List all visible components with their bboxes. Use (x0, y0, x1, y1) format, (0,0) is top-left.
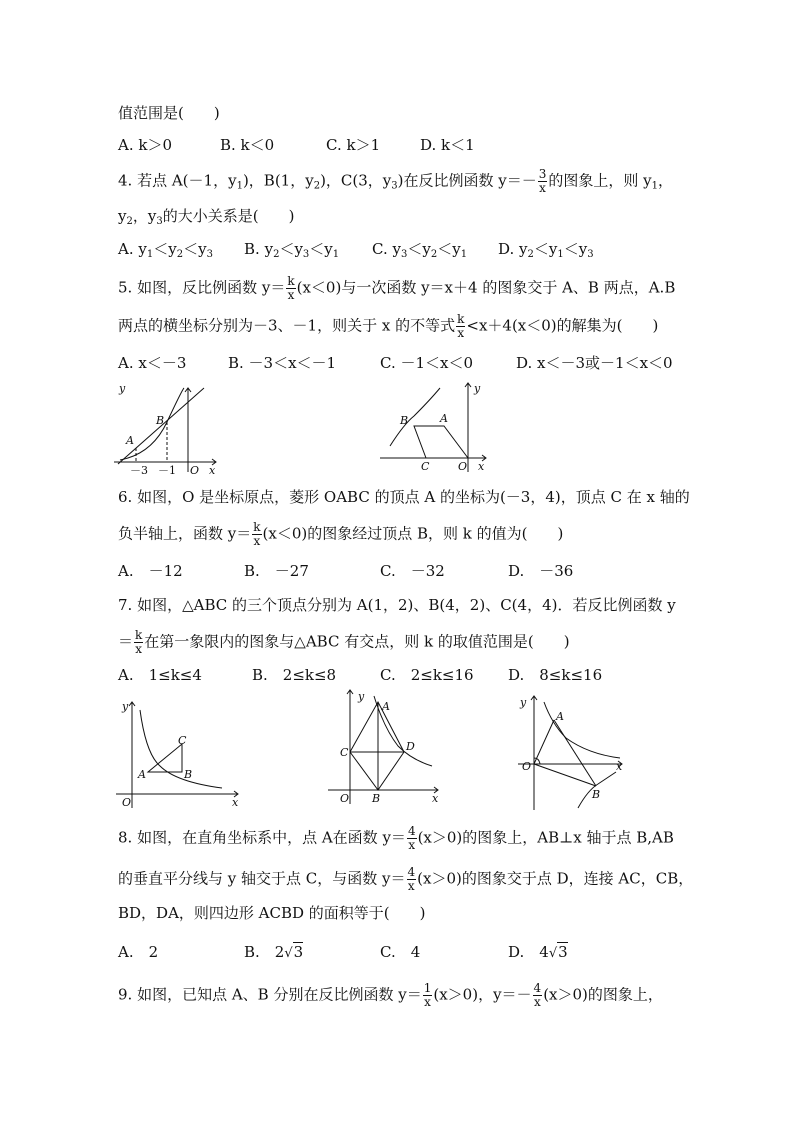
label-c: C (178, 734, 187, 747)
label-a: A (382, 700, 390, 713)
q6-line-1: 6. 如图，O 是坐标原点，菱形 OABC 的顶点 A 的坐标为(－3，4)，顶点 C 在 x 轴的 (118, 488, 690, 506)
hyperbola-curve (140, 710, 222, 788)
q6-option-a: A. －12 (118, 562, 183, 580)
quadrilateral-acbd (350, 702, 404, 790)
label-y: y (474, 382, 481, 395)
label-neg3: －3 (130, 464, 148, 477)
hyperbola-curve (390, 388, 440, 446)
fraction: $\frac{3}{x}$ (538, 167, 547, 195)
q8-option-b: B. 2√3 (244, 943, 304, 961)
q5-option-b: B. －3＜x＜－1 (228, 354, 337, 372)
label-b: B (592, 788, 601, 801)
label-x: x (209, 464, 216, 477)
q5-option-a: A. x＜－3 (118, 354, 187, 372)
q8-figure (328, 688, 444, 810)
label-a: A (556, 710, 564, 723)
label-x: x (432, 792, 439, 805)
fraction: $\frac{4}{x}$ (407, 865, 416, 893)
q4-option-a: A. $y_1<y_2<y_3$ (118, 240, 213, 260)
label-y: y (122, 700, 129, 713)
q7-line-1: 7. 如图，△ABC 的三个顶点分别为 A(1，2)、B(4，2)、C(4，4)．若反比例函数 y (118, 596, 676, 614)
label-origin: O (190, 464, 200, 477)
fraction: $\frac{k}{x}$ (457, 312, 465, 340)
rhombus-oabc (414, 426, 468, 458)
label-a: A (126, 434, 134, 447)
q3-option-a: A. k＞0 (118, 136, 173, 154)
q6-option-d: D. －36 (508, 562, 574, 580)
label-origin: O (458, 460, 468, 473)
q3-option-b: B. k＜0 (220, 136, 275, 154)
q7-option-b: B. 2≤k≤8 (252, 666, 337, 684)
q7-option-c: C. 2≤k≤16 (380, 666, 474, 684)
fraction: $\frac{1}{x}$ (423, 981, 432, 1009)
q4-line-2: $y_2$，$y_3$的大小关系是( ) (118, 207, 295, 227)
q3-option-d: D. k＜1 (420, 136, 475, 154)
segment-ab (554, 720, 596, 786)
label-y: y (358, 690, 365, 703)
label-y: y (119, 382, 126, 395)
q8-option-a: A. 2 (118, 943, 159, 961)
q5-line-1: 5. 如图，反比例函数 y＝ $\frac{k}{x}$ (x＜0)与一次函数 y＝x＋4 的图象交于 A、B 两点，A.B (118, 274, 676, 302)
label-b: B (156, 414, 165, 427)
q6-option-b: B. －27 (244, 562, 309, 580)
q6-option-c: C. －32 (380, 562, 445, 580)
label-b: B (372, 792, 381, 805)
label-b: B (400, 414, 409, 427)
q8-line-1: 8. 如图，在直角坐标系中，点 A在函数 y＝ $\frac{4}{x}$ (x＞0)的图象上，AB⊥x 轴于点 B,AB (118, 824, 674, 852)
label-x: x (478, 460, 485, 473)
label-y: y (520, 696, 527, 709)
q8-line-2: 的垂直平分线与 y 轴交于点 C，与函数 y＝ $\frac{4}{x}$ (x＞0)的图象交于点 D，连接 AC，CB， (118, 865, 694, 893)
q5-option-c: C. －1＜x＜0 (380, 354, 474, 372)
fraction: $\frac{k}{x}$ (135, 628, 143, 656)
fraction: $\frac{4}{x}$ (533, 981, 542, 1009)
q7-line-2: ＝ $\frac{k}{x}$ 在第一象限内的图象与△ABC 有交点，则 k 的取值范围是( ) (118, 628, 570, 656)
q7-option-a: A. 1≤k≤4 (118, 666, 202, 684)
label-x: x (616, 760, 623, 773)
label-origin: O (340, 792, 350, 805)
hyperbola-curve (120, 388, 184, 460)
q4-line-1: 4. 若点 A(－1，$y_1$)，B(1，$y_2$)，C(3，$y_3$)在反比例函数 y＝－ $\frac{3}{x}$ 的图象上，则 $y_1$， (118, 167, 674, 195)
label-c: C (340, 746, 349, 759)
q6-line-2: 负半轴上，函数 y＝ $\frac{k}{x}$ (x＜0)的图象经过顶点 B，则 k 的值为( ) (118, 520, 564, 548)
label-x: x (232, 796, 239, 809)
q5-option-d: D. x＜－3或－1＜x＜0 (516, 354, 673, 372)
fraction: $\frac{k}{x}$ (253, 520, 261, 548)
label-neg1: －1 (158, 464, 176, 477)
label-a: A (138, 768, 146, 781)
q7-option-d: D. 8≤k≤16 (508, 666, 603, 684)
q3-option-c: C. k＞1 (326, 136, 381, 154)
label-origin: O (122, 796, 132, 809)
label-d: D (406, 740, 415, 753)
q3-tail: 值范围是( ) (118, 104, 220, 122)
q8-line-3: BD，DA，则四边形 ACBD 的面积等于( ) (118, 904, 426, 922)
q9-line-1: 9. 如图，已知点 A、B 分别在反比例函数 y＝ $\frac{1}{x}$ (x＞0)，y＝－ $\frac{4}{x}$ (x＞0)的图象上， (118, 981, 663, 1009)
label-a: A (440, 412, 448, 425)
q5-line-2: 两点的横坐标分别为－3、－1，则关于 x 的不等式 $\frac{k}{x}$ <x＋4(x＜0)的解集为( ) (118, 312, 659, 340)
q4-option-b: B. $y_2<y_3<y_1$ (244, 240, 340, 260)
label-c: C (421, 460, 430, 473)
q4-option-c: C. $y_3<y_2<y_1$ (372, 240, 468, 260)
segment-ob (534, 764, 596, 786)
q9-figure (518, 694, 630, 812)
q5-figure (112, 382, 224, 477)
label-origin: O (522, 760, 532, 773)
q4-option-d: D. $y_2<y_1<y_3$ (498, 240, 594, 260)
q8-option-c: C. 4 (380, 943, 421, 961)
label-b: B (184, 768, 193, 781)
fraction: $\frac{4}{x}$ (407, 824, 416, 852)
fraction: $\frac{k}{x}$ (287, 274, 295, 302)
segment-oa (534, 720, 554, 764)
q6-figure (378, 380, 490, 475)
q8-option-d: D. 4√3 (508, 943, 568, 961)
q7-figure (114, 698, 246, 810)
